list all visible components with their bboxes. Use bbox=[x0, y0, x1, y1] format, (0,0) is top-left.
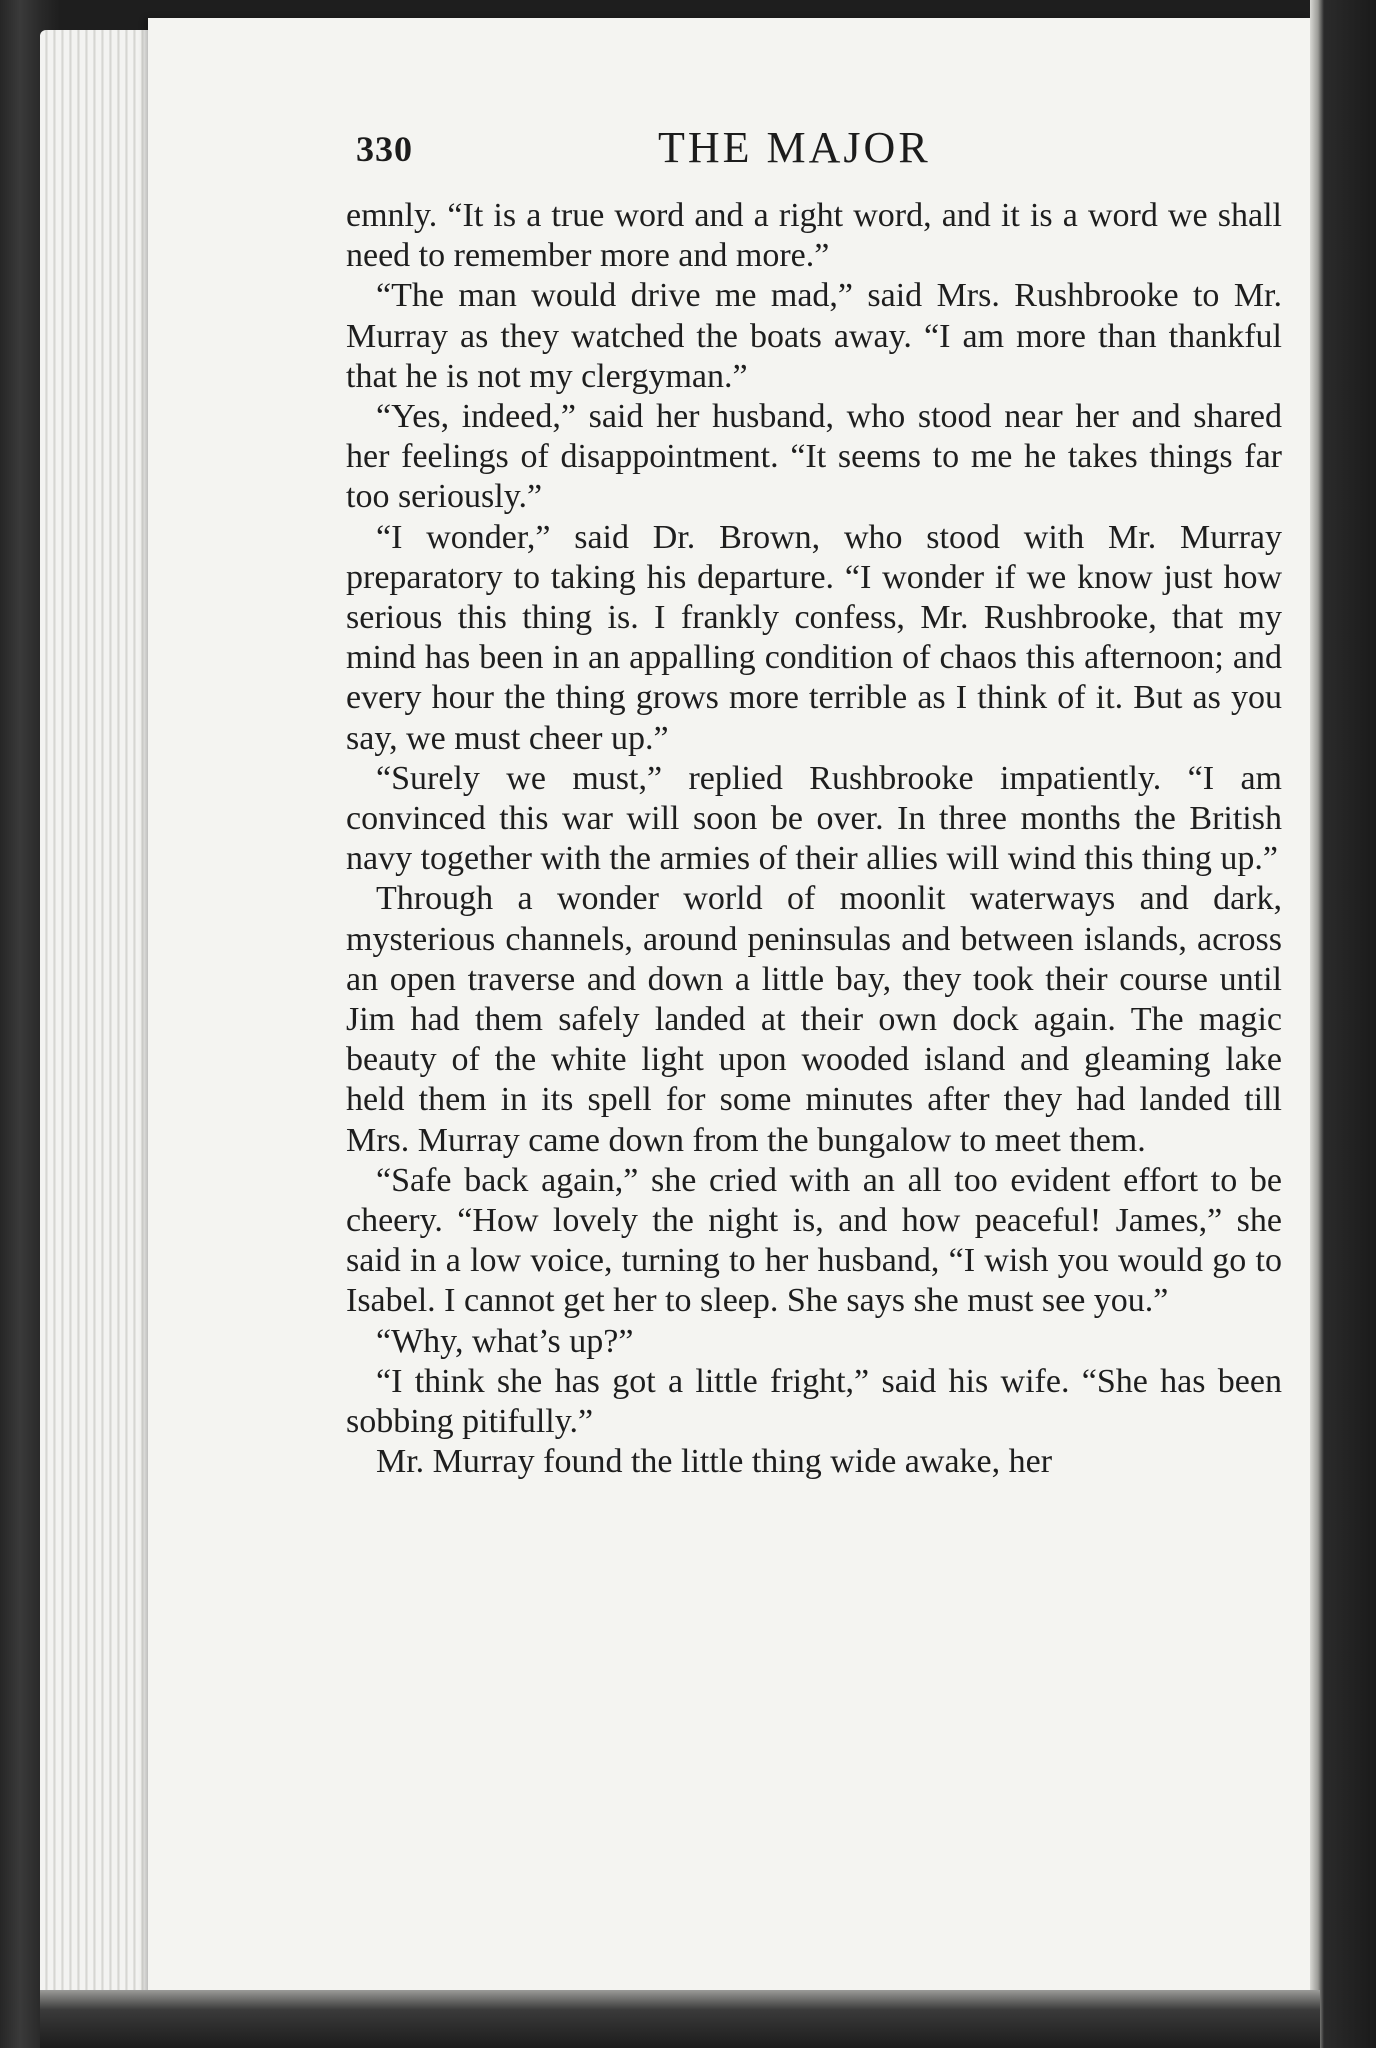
paragraph: “I think she has got a little fright,” said his wife. “She has been sobbing pitifully.” bbox=[346, 1362, 1282, 1441]
paragraph: Mr. Murray found the little thing wide awake, her bbox=[376, 1443, 1053, 1481]
page-stack-edges bbox=[40, 30, 160, 2020]
page-number: 330 bbox=[356, 129, 413, 169]
paragraph: Through a wonder world of moonlit waterways and dark, mysterious channels, around peninsulas and between islands, across an open traverse and down a little bay, they took their course until Jim had them safely landed at their own dock again. The magic beauty of the white light upon wooded island and gleaming lake held them in its spell for some minutes after they had landed till Mrs. Murray came down from the bungalow to meet them. bbox=[346, 880, 1282, 1159]
paragraph: “Safe back again,” she cried with an all too evident effort to be cheery. “How lovely the night is, and how peaceful! James,” she said in a low voice, turning to her husband, “I wish you would go to Isabel. I cannot get her to sleep. She says she must see you.” bbox=[346, 1161, 1282, 1320]
paragraph: emnly. “It is a true word and a right word, and it is a word we shall need to remember more and more.” bbox=[346, 197, 1282, 275]
body-text bbox=[346, 196, 1282, 1483]
paragraph: “Surely we must,” replied Rushbrooke impatiently. “I am convinced this war will soon be over. In three months the British navy together with the armies of their allies will wind this thing up.” bbox=[346, 759, 1282, 878]
paragraph: “Yes, indeed,” said her husband, who stood near her and shared her feelings of disappointment. “It seems to me he takes things far too seriously.” bbox=[346, 398, 1282, 516]
paragraph: “Why, what’s up?” bbox=[376, 1322, 634, 1360]
binding-shadow bbox=[1310, 0, 1376, 2048]
page-header bbox=[356, 122, 1286, 182]
running-title: THE MAJOR bbox=[658, 123, 931, 172]
paragraph: “The man would drive me mad,” said Mrs. Rushbrooke to Mr. Murray as they watched the boats away. “I am more than thankful that he is not my clergyman.” bbox=[346, 277, 1282, 395]
bottom-shadow bbox=[40, 1990, 1320, 2048]
paragraph: “I wonder,” said Dr. Brown, who stood with Mr. Murray preparatory to taking his departure. “I wonder if we know just how serious this thing is. I frankly confess, Mr. Rushbrooke, that my mind has been in an appalling condition of chaos this afternoon; and every hour the thing grows more terrible as I think of it. But as you say, we must cheer up.” bbox=[346, 518, 1282, 757]
